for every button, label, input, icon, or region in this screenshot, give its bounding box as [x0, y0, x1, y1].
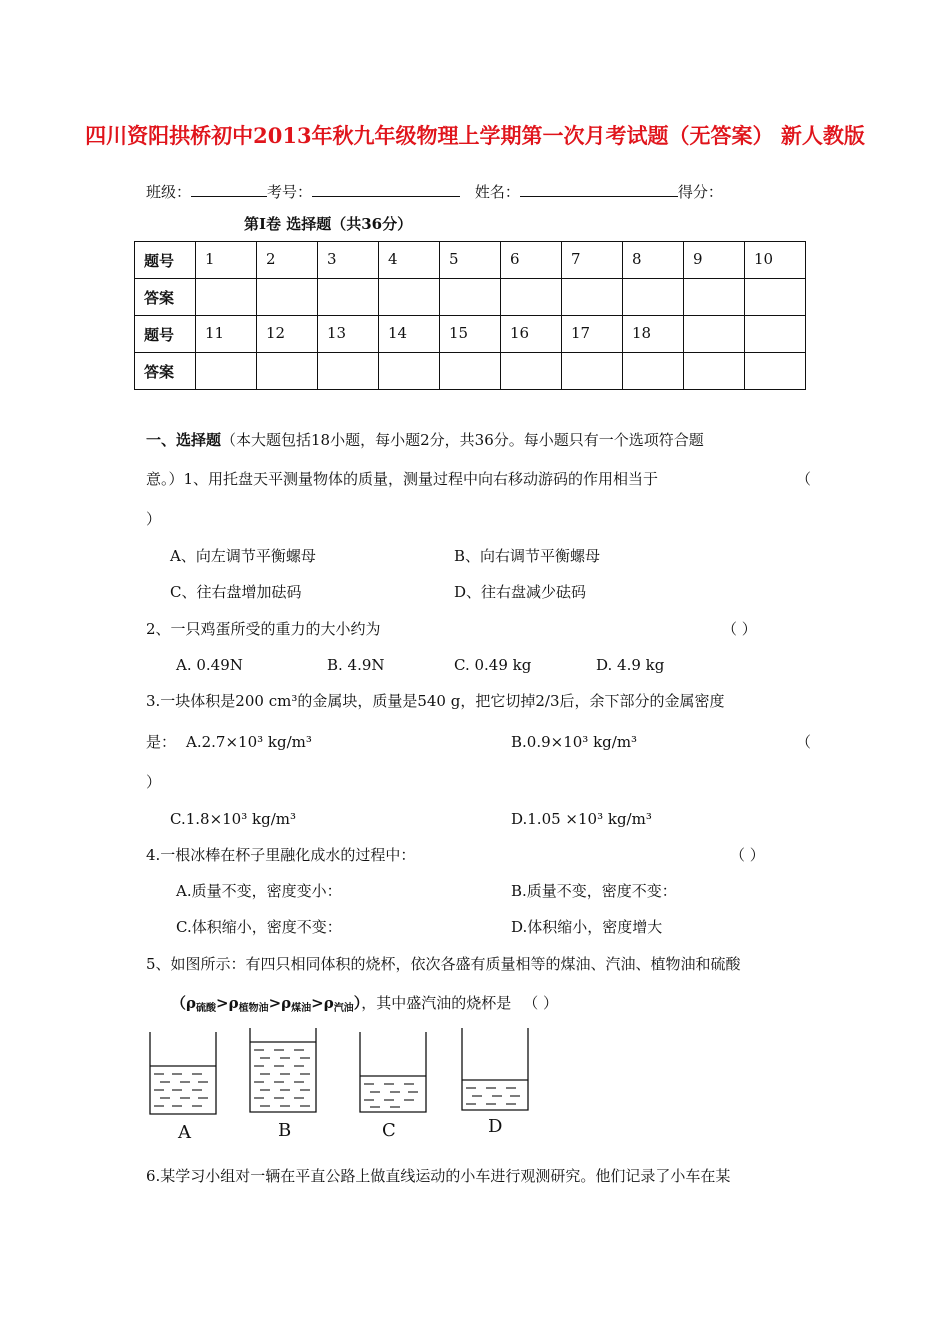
question-number	[745, 316, 806, 353]
beaker-label-a: A	[178, 1122, 191, 1143]
question-number	[684, 316, 745, 353]
q6-stem: 6.某学习小组对一辆在平直公路上做直线运动的小车进行观测研究。他们记录了小车在某	[146, 1167, 731, 1185]
exam-no-label: 考号：	[267, 183, 313, 201]
q3-lead: 是：	[146, 733, 177, 751]
q3-option-c[interactable]: C.1.8×10³ kg/m³	[170, 810, 296, 828]
question-number: 9	[684, 242, 745, 279]
question-number: 14	[379, 316, 440, 353]
table-row	[135, 242, 806, 279]
question-number: 10	[745, 242, 806, 279]
answer-cell[interactable]	[440, 353, 501, 390]
beaker-label-b: B	[278, 1120, 292, 1141]
question-number: 6	[501, 242, 562, 279]
q2-option-a[interactable]: A. 0.49N	[176, 656, 243, 674]
q3-paren-open: （	[796, 733, 812, 751]
part1-intro-line2: 意。）1、用托盘天平测量物体的质量，测量过程中向右移动游码的作用相当于	[146, 470, 659, 488]
question-number: 1	[196, 242, 257, 279]
q1-option-d[interactable]: D、往右盘减少砝码	[454, 583, 587, 601]
question-number: 17	[562, 316, 623, 353]
q4-option-b[interactable]: B.质量不变，密度不变：	[511, 882, 677, 900]
answer-cell[interactable]	[501, 353, 562, 390]
q3-option-a[interactable]: A.2.7×10³ kg/m³	[186, 733, 312, 751]
q4-option-a[interactable]: A.质量不变，密度变小：	[176, 882, 342, 900]
answer-cell[interactable]	[562, 353, 623, 390]
question-number: 8	[623, 242, 684, 279]
part1-intro: （本大题包括18小题，每小题2分，共36分。每小题只有一个选项符合题	[221, 431, 704, 449]
row-label-answer: 答案	[135, 279, 196, 316]
q1-option-b[interactable]: B、向右调节平衡螺母	[454, 547, 601, 565]
q2-option-d[interactable]: D. 4.9 kg	[596, 656, 665, 674]
q3-option-d[interactable]: D.1.05 ×10³ kg/m³	[511, 810, 652, 828]
exam-no-blank[interactable]	[312, 180, 460, 197]
question-number: 12	[257, 316, 318, 353]
beaker-label-d: D	[488, 1116, 503, 1137]
answer-cell[interactable]	[318, 279, 379, 316]
question-number: 11	[196, 316, 257, 353]
beaker-b	[250, 1028, 316, 1112]
answer-cell[interactable]	[196, 353, 257, 390]
part1-intro-line1	[146, 430, 704, 450]
answer-cell[interactable]	[684, 353, 745, 390]
section-title: 第Ⅰ卷 选择题（共36分）	[244, 215, 413, 233]
answer-cell[interactable]	[623, 353, 684, 390]
q1-paren-open: （	[796, 470, 812, 488]
q3-stem: 3.一块体积是200 cm³的金属块，质量是540 g，把它切掉2/3后，余下部分的金属密度	[146, 692, 725, 710]
question-number: 16	[501, 316, 562, 353]
q1-option-c[interactable]: C、往右盘增加砝码	[170, 583, 302, 601]
question-number: 18	[623, 316, 684, 353]
question-number: 3	[318, 242, 379, 279]
name-blank[interactable]	[520, 180, 678, 197]
answer-cell[interactable]	[562, 279, 623, 316]
answer-cell[interactable]	[684, 279, 745, 316]
q2-option-b[interactable]: B. 4.9N	[327, 656, 385, 674]
q1-option-a[interactable]: A、向左调节平衡螺母	[170, 547, 316, 565]
q2-option-c[interactable]: C. 0.49 kg	[454, 656, 532, 674]
q2-paren: （ ）	[722, 620, 757, 638]
row-label-question: 题号	[135, 242, 196, 279]
table-row	[135, 353, 806, 390]
answer-cell[interactable]	[257, 353, 318, 390]
answer-cell[interactable]	[379, 353, 440, 390]
answer-cell[interactable]	[257, 279, 318, 316]
answer-table	[134, 241, 806, 390]
question-number: 7	[562, 242, 623, 279]
question-number: 5	[440, 242, 501, 279]
page-title: 四川资阳拱桥初中2013年秋九年级物理上学期第一次月考试题（无答案） 新人教版	[85, 123, 865, 148]
table-row	[135, 279, 806, 316]
q4-option-c[interactable]: C.体积缩小，密度不变：	[176, 918, 342, 936]
answer-cell[interactable]	[440, 279, 501, 316]
header-fields	[146, 180, 723, 202]
answer-cell[interactable]	[318, 353, 379, 390]
part1-heading: 一、选择题	[146, 431, 222, 449]
beaker-d	[462, 1028, 528, 1110]
q4-option-d[interactable]: D.体积缩小，密度增大	[511, 918, 663, 936]
beakers-diagram	[140, 1024, 540, 1146]
answer-cell[interactable]	[501, 279, 562, 316]
class-blank[interactable]	[191, 180, 267, 197]
q1-paren-close: ）	[146, 510, 162, 528]
answer-cell[interactable]	[745, 353, 806, 390]
answer-cell[interactable]	[623, 279, 684, 316]
answer-cell[interactable]	[379, 279, 440, 316]
row-label-question: 题号	[135, 316, 196, 353]
q3-option-b[interactable]: B.0.9×10³ kg/m³	[511, 733, 638, 751]
answer-cell[interactable]	[196, 279, 257, 316]
row-label-answer: 答案	[135, 353, 196, 390]
table-row	[135, 316, 806, 353]
answer-cell[interactable]	[745, 279, 806, 316]
question-number: 15	[440, 316, 501, 353]
q4-stem: 4.一根冰棒在杯子里融化成水的过程中：	[146, 846, 416, 864]
q3-paren-close: ）	[146, 773, 162, 791]
question-number: 2	[257, 242, 318, 279]
class-label: 班级：	[146, 183, 192, 201]
question-number: 4	[379, 242, 440, 279]
name-label: 姓名：	[474, 183, 520, 201]
beaker-a	[150, 1032, 216, 1114]
q4-paren: （ ）	[730, 846, 765, 864]
q2-stem: 2、一只鸡蛋所受的重力的大小约为	[146, 620, 381, 638]
beaker-label-c: C	[382, 1120, 396, 1141]
question-number: 13	[318, 316, 379, 353]
q5-stem: 5、如图所示：有四只相同体积的烧杯，依次各盛有质量相等的煤油、汽油、植物油和硫酸	[146, 955, 741, 973]
score-label: 得分：	[677, 183, 723, 201]
q5-density-order: $(\rho_{硫酸}>\rho_{植物油}>\rho_{煤油}>\rho_{汽油})$，其中盛汽油的烧杯是 （ ）	[171, 994, 558, 1014]
